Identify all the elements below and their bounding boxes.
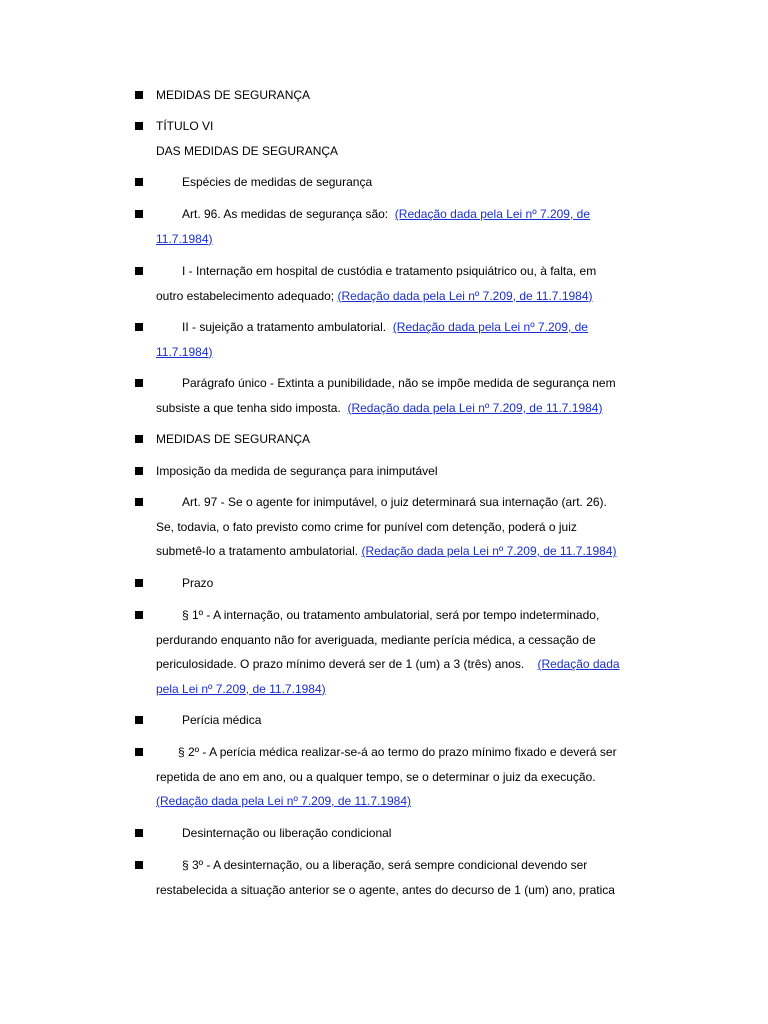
paragraph-text: repetida de ano em ano, ou a qualquer tempo, se o determinar o juiz da execução. [156, 769, 596, 784]
paragraph-text: perdurando enquanto não for averiguada, mediante perícia médica, a cessação de [156, 632, 596, 647]
redaction-link-continued[interactable]: 11.7.1984) [156, 344, 213, 359]
article-paragraph [156, 490, 656, 564]
paragraph-text: subsiste a que tenha sido imposta. [156, 400, 341, 415]
redaction-link[interactable]: (Redação dada pela Lei nº 7.209, de 11.7.1984) [361, 544, 617, 558]
section-heading [156, 708, 656, 733]
redaction-link[interactable]: (Redação dada pela Lei nº 7.209, de 11.7.1984) [156, 794, 412, 808]
redaction-link-continued[interactable]: 11.7.1984) [156, 231, 213, 246]
square-bullet-icon [135, 435, 143, 443]
redaction-link-continued[interactable]: pela Lei nº 7.209, de 11.7.1984) [156, 681, 326, 696]
redaction-link[interactable]: (Redação dada [537, 657, 620, 671]
section-heading [156, 170, 656, 195]
article-paragraph [156, 603, 656, 701]
redaction-link[interactable]: (Redação dada pela Lei nº 7.209, de [394, 207, 590, 221]
square-bullet-icon [135, 178, 143, 186]
subtitle-line: DAS MEDIDAS DE SEGURANÇA [156, 143, 339, 158]
title-heading [156, 114, 656, 163]
paragraph-text: § 3º - A desinternação, ou a liberação, será sempre condicional devendo ser [182, 858, 588, 872]
article-paragraph [156, 259, 656, 308]
redaction-link[interactable]: (Redação dada pela Lei nº 7.209, de 11.7.1984) [347, 400, 603, 415]
heading-text: Espécies de medidas de segurança [182, 175, 373, 189]
title-line: TÍTULO VI [156, 119, 214, 133]
square-bullet-icon [135, 267, 143, 275]
heading-text: Imposição da medida de segurança para inimputável [156, 464, 438, 478]
square-bullet-icon [135, 379, 143, 387]
paragraph-text: § 1º - A internação, ou tratamento ambulatorial, será por tempo indeterminado, [182, 608, 600, 622]
square-bullet-icon [135, 122, 143, 130]
square-bullet-icon [135, 210, 143, 218]
heading-text: Prazo [182, 576, 214, 590]
square-bullet-icon [135, 716, 143, 724]
paragraph-text: I - Internação em hospital de custódia e tratamento psiquiátrico ou, à falta, em [182, 264, 597, 278]
article-paragraph [156, 853, 656, 902]
square-bullet-icon [135, 467, 143, 475]
paragraph-text: II - sujeição a tratamento ambulatorial. [182, 320, 387, 334]
square-bullet-icon [135, 498, 143, 506]
paragraph-text: § 2º - A perícia médica realizar-se-á ao termo do prazo mínimo fixado e deverá ser [178, 745, 617, 759]
article-paragraph [156, 740, 656, 814]
paragraph-text: outro estabelecimento adequado; [156, 288, 335, 303]
section-heading [156, 83, 656, 108]
paragraph-text: Parágrafo único - Extinta a punibilidade, não se impõe medida de segurança nem [182, 376, 616, 390]
section-heading [156, 821, 656, 846]
square-bullet-icon [135, 829, 143, 837]
article-paragraph [156, 371, 656, 420]
heading-text: MEDIDAS DE SEGURANÇA [156, 88, 311, 102]
square-bullet-icon [135, 748, 143, 756]
square-bullet-icon [135, 611, 143, 619]
square-bullet-icon [135, 323, 143, 331]
article-paragraph [156, 202, 656, 251]
paragraph-text: restabelecida a situação anterior se o agente, antes do decurso de 1 (um) ano, pratica [156, 882, 615, 897]
redaction-link[interactable]: (Redação dada pela Lei nº 7.209, de [392, 320, 588, 334]
redaction-link[interactable]: (Redação dada pela Lei nº 7.209, de 11.7.1984) [337, 288, 593, 303]
paragraph-text: periculosidade. O prazo mínimo deverá ser de 1 (um) a 3 (três) anos. [156, 657, 525, 671]
section-heading [156, 459, 656, 484]
article-paragraph [156, 315, 656, 364]
heading-text: MEDIDAS DE SEGURANÇA [156, 432, 311, 446]
paragraph-text: submetê-lo a tratamento ambulatorial. [156, 544, 359, 558]
paragraph-text: Se, todavia, o fato previsto como crime for punível com detenção, poderá o juiz [156, 519, 577, 534]
heading-text: Perícia médica [182, 713, 262, 727]
heading-text: Desinternação ou liberação condicional [182, 826, 392, 840]
paragraph-text: Art. 97 - Se o agente for inimputável, o juiz determinará sua internação (art. 26). [182, 495, 607, 509]
square-bullet-icon [135, 579, 143, 587]
paragraph-text: Art. 96. As medidas de segurança são: [182, 207, 389, 221]
section-heading [156, 427, 656, 452]
square-bullet-icon [135, 91, 143, 99]
section-heading [156, 571, 656, 596]
square-bullet-icon [135, 861, 143, 869]
